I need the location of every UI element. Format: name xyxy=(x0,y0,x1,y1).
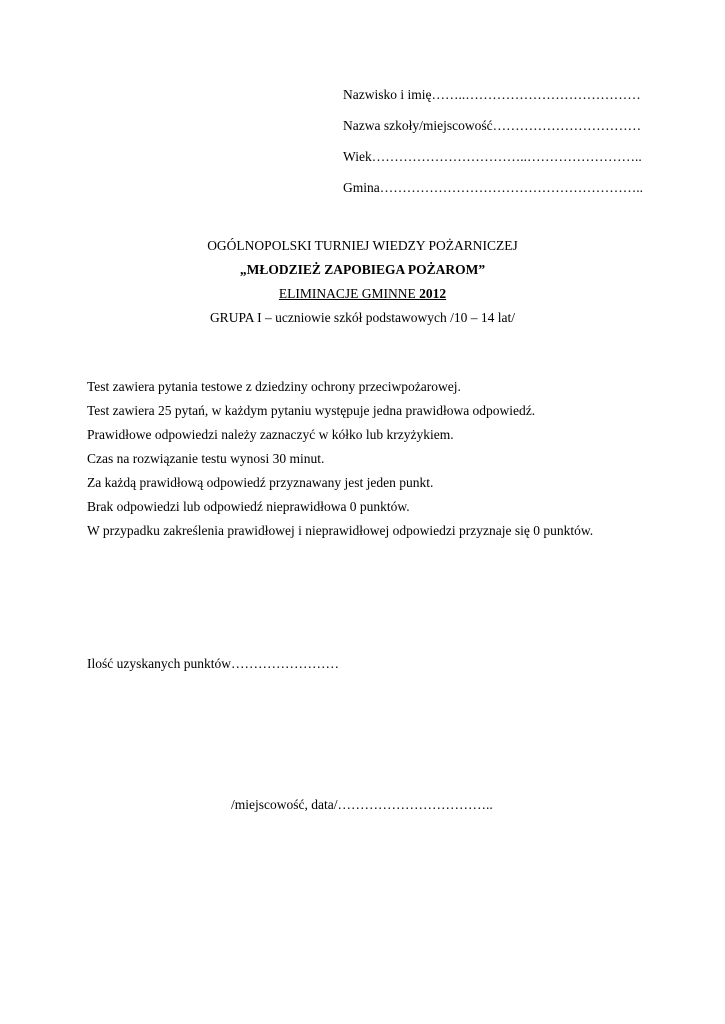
age-field: Wiek……………………………..…………………….. xyxy=(343,149,642,164)
elimination-label: ELIMINACJE GMINNE xyxy=(278,286,420,301)
tournament-title: OGÓLNOPOLSKI TURNIEJ WIEDZY POŻARNICZEJ xyxy=(207,238,518,253)
name-field: Nazwisko i imię……..………………………………… xyxy=(343,87,641,102)
group-heading: GRUPA I – uczniowie szkół podstawowych /10 – 14 lat/ xyxy=(209,310,516,325)
instruction-line: W przypadku zakreślenia prawidłowej i nieprawidłowej odpowiedzi przyznaje się 0 punktów. xyxy=(87,523,594,538)
points-field: Ilość uzyskanych punktów…………………… xyxy=(87,656,339,671)
school-field: Nazwa szkoły/miejscowość…………………………… xyxy=(343,118,642,133)
elimination-heading xyxy=(0,286,725,302)
place-date-field: /miejscowość, data/…………………………….. xyxy=(231,797,493,812)
instruction-line: Czas na rozwiązanie testu wynosi 30 minut. xyxy=(87,451,325,466)
instruction-line: Test zawiera 25 pytań, w każdym pytaniu występuje jedna prawidłowa odpowiedź. xyxy=(87,403,536,418)
commune-field: Gmina………………………………………………….. xyxy=(343,180,643,195)
instruction-line: Prawidłowe odpowiedzi należy zaznaczyć w kółko lub krzyżykiem. xyxy=(87,427,454,442)
instruction-line: Za każdą prawidłową odpowiedź przyznawany jest jeden punkt. xyxy=(87,475,434,490)
tournament-motto: „MŁODZIEŻ ZAPOBIEGA POŻAROM” xyxy=(239,262,486,277)
instruction-line: Brak odpowiedzi lub odpowiedź nieprawidłowa 0 punktów. xyxy=(87,499,410,514)
elimination-year: 2012 xyxy=(419,286,447,301)
instruction-line: Test zawiera pytania testowe z dziedziny ochrony przeciwpożarowej. xyxy=(87,379,461,394)
